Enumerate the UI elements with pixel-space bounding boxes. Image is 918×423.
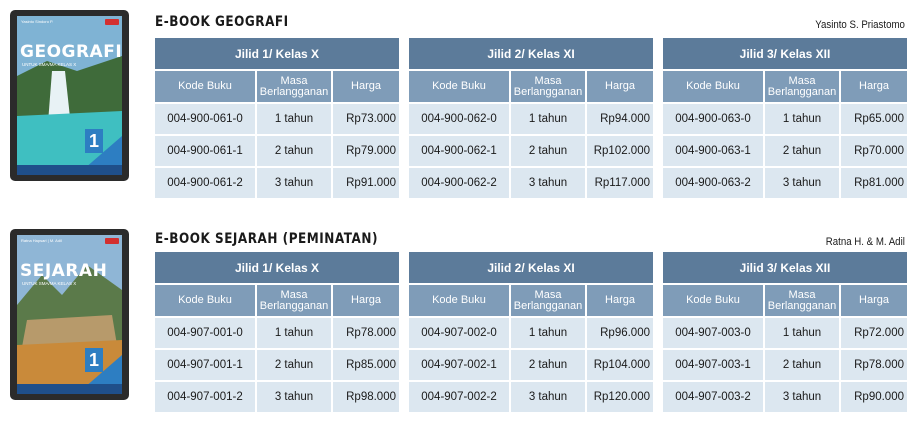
subscription-period: 3 tahun bbox=[257, 382, 331, 412]
cover-image bbox=[17, 16, 122, 175]
price: Rp102.000 bbox=[587, 136, 653, 166]
column-header-row bbox=[663, 285, 907, 316]
table-row bbox=[409, 136, 653, 166]
book-code: 004-900-063-1 bbox=[663, 136, 763, 166]
subscription-period: 1 tahun bbox=[765, 318, 839, 348]
cover-author: Yasinto Sindoro P. bbox=[21, 19, 54, 24]
subscription-period: 3 tahun bbox=[765, 168, 839, 198]
table-row bbox=[155, 136, 399, 166]
table-row bbox=[409, 382, 653, 412]
subscription-period: 3 tahun bbox=[765, 382, 839, 412]
column-header-row bbox=[155, 71, 399, 102]
cover-image bbox=[17, 235, 122, 394]
table-row bbox=[155, 168, 399, 198]
table-row bbox=[409, 104, 653, 134]
subscription-period: 3 tahun bbox=[511, 168, 585, 198]
price: Rp120.000 bbox=[587, 382, 653, 412]
book-cover-sejarah[interactable] bbox=[10, 229, 129, 400]
column-header-price: Harga bbox=[587, 71, 653, 102]
table-row bbox=[155, 350, 399, 380]
subscription-period: 2 tahun bbox=[765, 136, 839, 166]
column-header-price: Harga bbox=[841, 71, 907, 102]
price: Rp117.000 bbox=[587, 168, 653, 198]
column-header-price: Harga bbox=[841, 285, 907, 316]
price-table-jilid-3 bbox=[663, 38, 907, 198]
cover-subtitle: UNTUK SMA/MA KELAS X bbox=[22, 281, 77, 286]
book-code: 004-900-061-0 bbox=[155, 104, 255, 134]
book-code: 004-900-062-0 bbox=[409, 104, 509, 134]
price: Rp79.000 bbox=[333, 136, 399, 166]
price: Rp98.000 bbox=[333, 382, 399, 412]
table-row bbox=[663, 318, 907, 348]
price: Rp78.000 bbox=[333, 318, 399, 348]
price: Rp72.000 bbox=[841, 318, 907, 348]
price: Rp81.000 bbox=[841, 168, 907, 198]
section-title: E-BOOK SEJARAH (PEMINATAN) bbox=[155, 231, 379, 247]
price: Rp70.000 bbox=[841, 136, 907, 166]
book-cover-geografi[interactable] bbox=[10, 10, 129, 181]
cover-volume: 1 bbox=[85, 348, 103, 372]
column-header-code: Kode Buku bbox=[663, 285, 763, 316]
cover-volume: 1 bbox=[85, 129, 103, 153]
price: Rp104.000 bbox=[587, 350, 653, 380]
table-row bbox=[409, 318, 653, 348]
column-header-period: Masa Berlangganan bbox=[765, 285, 839, 316]
book-code: 004-907-001-1 bbox=[155, 350, 255, 380]
column-header-price: Harga bbox=[587, 285, 653, 316]
book-code: 004-907-003-1 bbox=[663, 350, 763, 380]
subscription-period: 3 tahun bbox=[511, 382, 585, 412]
cover-subtitle: UNTUK SMA/MA KELAS X bbox=[22, 62, 77, 67]
cover-band bbox=[17, 165, 122, 175]
price-table-jilid-2 bbox=[409, 252, 653, 412]
publisher-logo-icon bbox=[105, 19, 119, 25]
book-code: 004-907-003-0 bbox=[663, 318, 763, 348]
table-row bbox=[663, 382, 907, 412]
table-row bbox=[155, 104, 399, 134]
price: Rp73.000 bbox=[333, 104, 399, 134]
subscription-period: 2 tahun bbox=[511, 136, 585, 166]
book-code: 004-900-062-1 bbox=[409, 136, 509, 166]
book-code: 004-900-061-1 bbox=[155, 136, 255, 166]
volume-header: Jilid 2/ Kelas XI bbox=[409, 252, 653, 283]
table-row bbox=[663, 136, 907, 166]
volume-header: Jilid 1/ Kelas X bbox=[155, 252, 399, 283]
subscription-period: 1 tahun bbox=[511, 318, 585, 348]
column-header-period: Masa Berlangganan bbox=[765, 71, 839, 102]
book-code: 004-907-001-0 bbox=[155, 318, 255, 348]
subscription-period: 2 tahun bbox=[257, 350, 331, 380]
book-code: 004-900-061-2 bbox=[155, 168, 255, 198]
book-code: 004-907-002-1 bbox=[409, 350, 509, 380]
column-header-period: Masa Berlangganan bbox=[511, 71, 585, 102]
column-header-row bbox=[409, 71, 653, 102]
column-header-row bbox=[663, 71, 907, 102]
book-code: 004-907-001-2 bbox=[155, 382, 255, 412]
subscription-period: 3 tahun bbox=[257, 168, 331, 198]
subscription-period: 2 tahun bbox=[257, 136, 331, 166]
column-header-code: Kode Buku bbox=[409, 71, 509, 102]
table-row bbox=[409, 350, 653, 380]
price: Rp85.000 bbox=[333, 350, 399, 380]
column-header-period: Masa Berlangganan bbox=[257, 71, 331, 102]
subscription-period: 1 tahun bbox=[257, 318, 331, 348]
table-row bbox=[663, 104, 907, 134]
column-header-row bbox=[155, 285, 399, 316]
table-row bbox=[409, 168, 653, 198]
column-header-price: Harga bbox=[333, 71, 399, 102]
table-row bbox=[663, 168, 907, 198]
book-code: 004-907-003-2 bbox=[663, 382, 763, 412]
column-header-price: Harga bbox=[333, 285, 399, 316]
subscription-period: 1 tahun bbox=[511, 104, 585, 134]
column-header-row bbox=[409, 285, 653, 316]
price-table-jilid-2 bbox=[409, 38, 653, 198]
price: Rp96.000 bbox=[587, 318, 653, 348]
price: Rp65.000 bbox=[841, 104, 907, 134]
price: Rp91.000 bbox=[333, 168, 399, 198]
column-header-code: Kode Buku bbox=[663, 71, 763, 102]
volume-header: Jilid 1/ Kelas X bbox=[155, 38, 399, 69]
subscription-period: 2 tahun bbox=[511, 350, 585, 380]
volume-header: Jilid 2/ Kelas XI bbox=[409, 38, 653, 69]
price: Rp78.000 bbox=[841, 350, 907, 380]
volume-header: Jilid 3/ Kelas XII bbox=[663, 38, 907, 69]
column-header-code: Kode Buku bbox=[409, 285, 509, 316]
cover-band bbox=[17, 384, 122, 394]
book-code: 004-900-063-2 bbox=[663, 168, 763, 198]
price: Rp90.000 bbox=[841, 382, 907, 412]
book-code: 004-900-062-2 bbox=[409, 168, 509, 198]
table-row bbox=[155, 318, 399, 348]
subscription-period: 2 tahun bbox=[765, 350, 839, 380]
book-code: 004-907-002-2 bbox=[409, 382, 509, 412]
section-author: Ratna H. & M. Adil bbox=[825, 236, 905, 248]
section-title: E-BOOK GEOGRAFI bbox=[155, 14, 289, 30]
section-author: Yasinto S. Priastomo bbox=[815, 19, 905, 31]
subscription-period: 1 tahun bbox=[257, 104, 331, 134]
column-header-code: Kode Buku bbox=[155, 71, 255, 102]
cover-title: GEOGRAFI bbox=[20, 42, 122, 62]
price: Rp94.000 bbox=[587, 104, 653, 134]
price-table-jilid-1 bbox=[155, 252, 399, 412]
column-header-period: Masa Berlangganan bbox=[257, 285, 331, 316]
price-table-jilid-1 bbox=[155, 38, 399, 198]
table-row bbox=[155, 382, 399, 412]
book-code: 004-900-063-0 bbox=[663, 104, 763, 134]
cover-title: SEJARAH bbox=[20, 261, 108, 281]
cover-author: Ratna Hapsari | M. Adil bbox=[21, 238, 62, 243]
subscription-period: 1 tahun bbox=[765, 104, 839, 134]
column-header-period: Masa Berlangganan bbox=[511, 285, 585, 316]
book-code: 004-907-002-0 bbox=[409, 318, 509, 348]
table-row bbox=[663, 350, 907, 380]
volume-header: Jilid 3/ Kelas XII bbox=[663, 252, 907, 283]
price-table-jilid-3 bbox=[663, 252, 907, 412]
column-header-code: Kode Buku bbox=[155, 285, 255, 316]
publisher-logo-icon bbox=[105, 238, 119, 244]
